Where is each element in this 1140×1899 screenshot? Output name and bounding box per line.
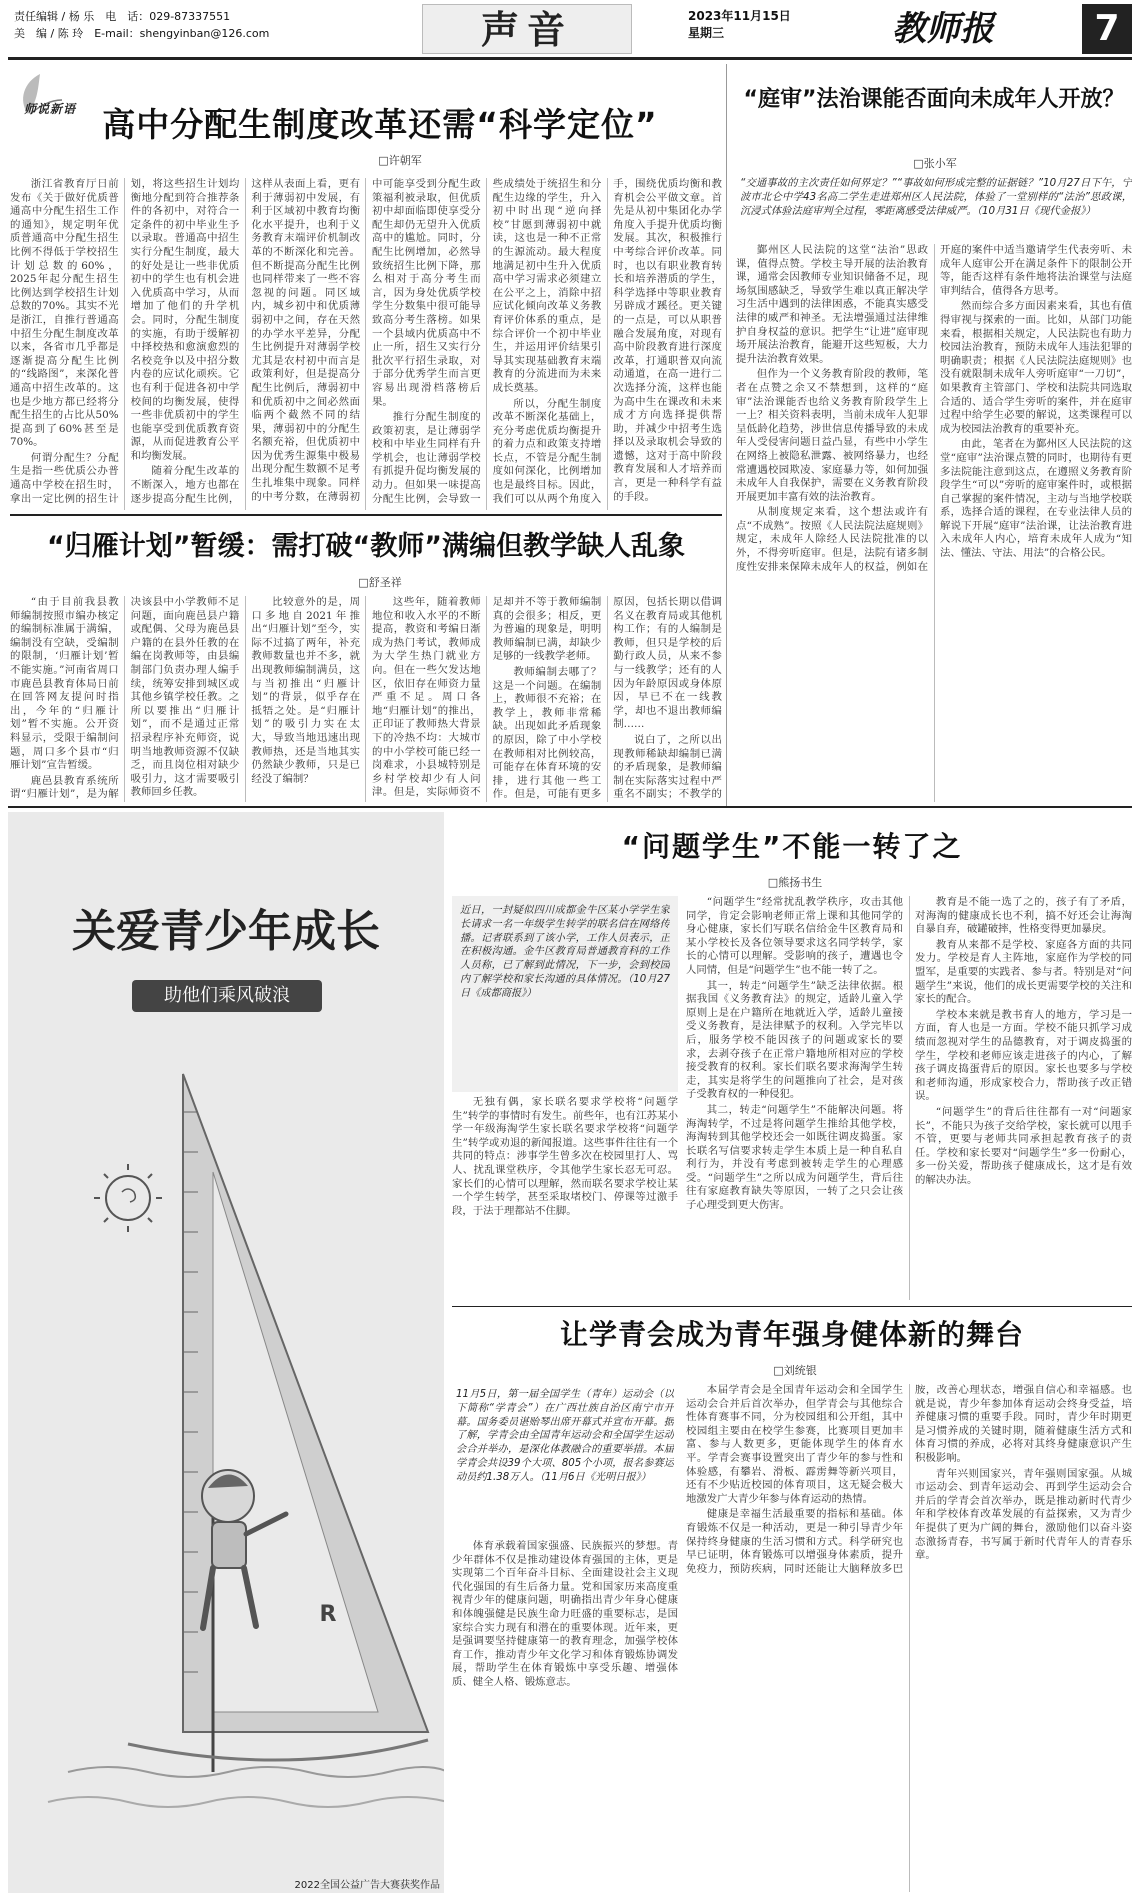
sailboard-illustration-icon	[8, 812, 444, 1893]
article3-title: “庭审”法治课能否面向未成年人开放？	[743, 87, 1125, 112]
article3-body	[736, 244, 1132, 802]
article5-body-left	[452, 1540, 678, 1892]
poster-title: 关爱青少年成长	[72, 906, 380, 957]
article5-byline: □刘统银	[773, 1364, 817, 1377]
article1-paragraph: 推行分配生制度的政策初衷，是让薄弱学校和中毕业生同样有升学机会，也让薄弱学校有抓提升促均衡发展的动力。但如果一味提高分配生比例，会导致一些成绩处于统招生和分配生边缘的学生，升入初中时出现“逆向择校”甘愿到薄弱初中就读，这也是一种不正常的生源流动。最大程度地满足初中生升入优质高中学习需求必须建立在公平之上，消除中招应试化倾向改革义务教育评价体系的重点，是综合评价一个初中毕业生，并运用评价结果引导其实现基础教育末端教育的分流进而为未来成长奠基。	[371, 178, 602, 505]
article5-paragraph: 体育承载着国家强盛、民族振兴的梦想。青少年群体不仅是推动建设体育强国的主体，更是实现第二个百年奋斗目标、全面建设社会主义现代化强国的有生后备力量。党和国家历来高度重视青少年的健康问题，明确指出青少年身心健康和体魄强健是民族生命力旺盛的重要标志，是国家综合实力现有和潜在的重要体现。近年来，更是强调要坚持健康第一的教育理念，加强学校体育工作，推动青少年文化学习和体育锻炼协调发展，帮助学生在体育锻炼中享受乐趣、增强体质、健全人格、锻炼意志。	[452, 1540, 678, 1688]
article2-body	[10, 596, 722, 802]
article4-intro-box	[452, 896, 678, 1092]
article5-body-right	[686, 1384, 1132, 1892]
article2-title: “归雁计划”暂缓：需打破“教师”满编但教学缺人乱象	[47, 531, 685, 562]
designer-line: 美 编 / 陈 玲 E-mail：shengyinban@126.com	[14, 27, 270, 40]
poster-credit: 2022全国公益广告大赛获奖作品	[294, 1880, 440, 1891]
article2-top-rule	[10, 514, 722, 516]
article5-intro-box	[452, 1384, 678, 1530]
article5-title: 让学青会成为青年强身健体新的舞台	[559, 1318, 1024, 1351]
article4-paragraph: “问题学生”经常扰乱教学秩序，攻击其他同学，肯定会影响老师正常上课和其他同学的身心健康，家长们写联名信给金牛区教育局和某小学校长及各位领导要求这名同学转学，家长的心情可以理解。受影响的孩子，遭遇也令人同情，但是“问题学生”也不能一转了之。	[686, 896, 903, 976]
article1-body	[10, 178, 722, 510]
article2-paragraph: 教师编制去哪了？这是一个问题。在编制上，教师很不充裕；在教学上，教师非常稀缺。出现如此矛盾现象的原因，除了中小学校在教师相对比例较高，可能存在体育环境的安排，进行其他一些工作。但是，可能有更多原因，包括长期以借调名义在教育局或其他机构工作；有的人编制是教师，但只是学校的后勤行政人员，从来不参与一线教学；还有的人因为年龄原因或身体原因，早已不在一线教学，却也不退出教师编制……	[492, 596, 722, 801]
article4-paragraph: 学校本来就是教书育人的地方，学习是一方面，育人也是一方面。学校不能只抓学习成绩而忽视对学生的品德教育，对于调皮捣蛋的学生，学校和老师应该走进孩子的内心，了解孩子调皮捣蛋背后的原因。家长也要多与学校和老师沟通，形成家校合力，帮助孩子改正错误。	[915, 1008, 1132, 1103]
article1-paragraph: 所以，分配生制度改革不断深化基础上，充分考虑优质均衡提升的着力点和政策支持增长点，不管是分配生制度如何深化，比例增加也是最终目标。因此，我们可以从两个角度入手，围绕优质均衡和教育机会公平做文章。首先是从初中集团化办学角度入手提升优质均衡发展。其次，积极推行中考综合评价改革。同时，也以有职业教育转长和培养潜质的学生，科学选择中等职业教育另辟成才蹊径。更关键的一点是，可以从职普融合发展角度，对现有高中阶段教育进行深度改革，打通职普双向流动通道，在高一进行二次选择分流，这样也能为高中生在课改和未来成才方向选择提供帮助，并减少中招考生选择以及录取机会导致的遗憾，这对于高中阶段教育发展和人才培养而言，更是一种科学有益的手段。	[492, 178, 722, 505]
article5-top-rule	[452, 1306, 1132, 1307]
article1-paragraph: 浙江省教育厅日前发布《关于做好优质普通高中分配生招生工作的通知》，规定明年优质普通高中分配生招生比例不得低于学校招生计划总数的60%，2025年起分配生招生比例达到学校招生计划总数的70%。其实不光是浙江，自推行普通高中招生分配生制度改革以来，各省市几乎都是逐渐提高分配生比例的“线路图”，来深化普通高中招生改革的。这也是少地方都已经将分配生招生的占比从50%提高到了60%甚至是70%。	[10, 178, 119, 449]
article1-byline: □许朝军	[378, 154, 422, 167]
article3-byline: □张小军	[913, 157, 957, 170]
article4-paragraph: 教育是不能一选了之的，孩子有了矛盾，对海淘的健康成长也不利，搞不好还会让海淘自暴自弃，破罐破摔，性格变得更加暴戾。	[915, 896, 1132, 936]
section-name: 声音	[422, 4, 632, 54]
issue-date-block	[688, 8, 808, 42]
article1-paragraph: 随着分配生改革的不断深入，地方也都在逐步提高分配生比例，这样从表面上看，更有利于薄弱初中发展，有利于区域初中教育均衡化水平提升，也利于义务教育末端评价机制改革的不断深化和完善。但不断提高分配生比例也同样带来了一些不容忽视的问题。同区域内，城乡初中和优质薄弱初中之间，存在天然的办学水平差异，分配生比例提升对薄弱学校尤其是农村初中而言是政策利好，但是提高分配生比例后，薄弱初中和优质初中之间必然面临两个截然不同的结果，薄弱初中的分配生名额充裕，但优质初中因为优秀生源集中极易出现分配生数额不足考生扎堆集中现象。同样的中考分数，在薄弱初中可能享受到分配生政策福利被录取，但优质初中却面临即使享受分配生却仍无望升入优质高中的尴尬。同时，分配生比例增加，必然导致统招生比例下降，那么相对于高分考生而言，因为身处优质学校学生分数集中很可能导致高分考生落榜。如果一个县域内优质高中不止一所，招生又实行分批次平行招生录取，对于部分优秀学生而言更容易出现滑档落榜后果。	[130, 178, 481, 505]
issue-date: 2023年11月15日	[688, 9, 791, 23]
article2-byline: □舒圣祥	[358, 576, 402, 589]
article5-intro: 11月5日，第一届全国学生（青年）运动会（以下简称“学青会”）在广西壮族自治区南宁市开幕。国务委员谌贻琴出席开幕式并宣布开幕。据了解，学青会由全国青年运动会和全国学生运动会合并举办，是深化体教融合的重要举措。本届学青会共设39个大项、805个小项，报名参赛运动员约1.38万人。（11月6日《光明日报》）	[456, 1389, 674, 1483]
mid-rule	[8, 806, 1132, 808]
header-rule	[8, 57, 1132, 60]
article4-body-right	[686, 896, 1132, 1300]
article4-paragraph: 其二，转走“问题学生”不能解决问题。将海淘转学，不过是将问题学生推给其他学校，海淘转到其他学校还会一如既往调皮捣蛋。家长联名写信要求转走学生本质上是一种自私自利行为，并没有考虑到被转走学生的心理感受。“问题学生”之所以成为问题学生，背后往往有家庭教育缺失等原因，一转了之只会让孩子心理受到更大伤害。	[686, 1103, 903, 1212]
article2-paragraph: 这些年，随着教师地位和收入水平的不断提高，教资和考编日渐成为热门考试，教师成为大学生热门就业方向。但在一些欠发达地区，依旧存在师资力量严重不足。周口各地“归雁计划”的推出，正印证了教师热大背景下的冷热不均：大城市的中小学校可能已经一岗难求，小县城特别是乡村学校却少有人问津。但是，实际师资不足却并不等于教师编制真的会很多；相反，更为普遍的现象是，明明教师编制已满，却缺少足够的一线教学老师。	[371, 596, 602, 799]
article2-paragraph: “由于目前我县教师编制按照市编办核定的编制标准属于满编，编制没有空缺，受编制的限制，‘归雁计划’暂不能实施。”河南省周口市鹿邑县教育体局日前在回答网友提问时指出，今年的“归雁计划”暂不实施。公开资料显示，受限于编制问题，周口多个县市“归雁计划”宣告暂缓。	[10, 596, 119, 772]
column-divider	[726, 64, 727, 806]
article3-paragraph: 但作为一个义务教育阶段的教师，笔者在点赞之余又不禁想到，这样的“庭审”法治课能否也给义务教育阶段学生上一上？相关资料表明，当前未成年人犯罪呈低龄化趋势，涉世信息传播导致的未成年人受侵害问题日益凸显，有些中小学生在网络上被隐私泄露、被网络暴力，也经常遭遇校园欺凌、家庭暴力等，如何加强未成年人自我保护，需要在义务教育阶段开展更加丰富有效的法治教育。	[736, 368, 928, 503]
article4-paragraph: 教育从来都不是学校、家庭各方面的共同发力。学校是育人主阵地，家庭作为学校的同盟军，是重要的实践者、参与者。特别是对“问题学生”来说，他们的成长更需要学校的关注和家长的配合。	[915, 938, 1132, 1006]
page-number: 7	[1082, 4, 1132, 54]
article2-paragraph: 说白了，之所以出现教师稀缺却编制已满的矛盾现象，是教师编制在实际落实过程中严重名不副实；不教学的	[613, 733, 722, 801]
poster	[8, 812, 444, 1893]
issue-weekday: 星期三	[688, 26, 725, 40]
newspaper-brand: 教师报	[892, 9, 994, 49]
article3-paragraph: 鄞州区人民法院的这堂“法治”思政课，值得点赞。学校主导开展的法治教育课，通常会因教师专业知识储备不足，现场氛围感缺乏，导致学生难以真正解决学习生活中遇到的法律困惑，不能真实感受法律的威严和神圣。无法增强通过法律维护自身权益的意识。把学生“让进”庭审现场开展法治教育，能避开这些短板，大力提升法治教育效果。	[736, 244, 928, 365]
article4-paragraph: “问题学生”的背后往往都有一对“问题家长”，不能只为孩子交给学校，家长就可以甩手不管，更要与老师共同承担起教育孩子的责任。学校和家长要对“问题学生”多一份耐心，多一份关爱，帮助孩子健康成长，这才是有效的解决办法。	[915, 1105, 1132, 1186]
article5-paragraph: 健康是幸福生活最重要的指标和基础。体育锻炼不仅是一种活动，更是一种引导青少年保持终身健康的生活习惯和方式。科学研究也早已证明，体育锻炼可以增强身体素质，提升免疫力，预防疾病，同时还能让大脑释放多巴胺，改善心理状态，增强自信心和幸福感。也就是说，青少年参加体育运动会终身受益，培养健康习惯的重要手段。同时，青少年时期更是习惯养成的关键时期，随着健康生活方式和体育习惯的养成，必将对其终身健康意识产生积极影响。	[686, 1384, 1132, 1575]
article1-paragraph: 何谓分配生？分配生是指一些优质公办普通高中学校在招生时，拿出一定比例的招生计划，将这些招生计划均衡地分配到符合推荐条件的各初中，对符合一定条件的初中毕业生予以录取。普通高中招生实行分配生制度，最大的好处是让一些非优质初中的学生也有机会进入优质高中学习，从而增加了他们的升学机会。同时，分配生制度的实施，有助于缓解初中择校热和愈演愈烈的名校竞争以及中招分数内卷的应试化顽疾。它也有利于促进各初中学校间的均衡发展，使得一些非优质初中的学生也能享受到优质教育资源，从而促进教育公平和均衡发展。	[10, 178, 240, 505]
article3-lead: “交通事故的主次责任如何界定？”“事故如何形成完整的证据链？”10月27日下午，宁波市北仑中学43名高二学生走进郑州区人民法院，体验了一堂别样的“法治”思政课，沉浸式体验法庭审判全过程，零距离感受法律威严。（10月31日《现代金报》）	[740, 177, 1132, 217]
article5-paragraph: 本届学青会是全国青年运动会和全国学生运动会合并后首次举办，但学青会与其他综合性体育赛事不同，分为校园组和公开组，其中校园组主要由在校学生参赛，比赛项目更加丰富、参与人数更多，更能体现学生的体育水平。学青会赛事设置突出了青少年的参与性和体验感，有攀岩、滑板、霹雳舞等新兴项目，还有不少贴近校园的体育项目，这无疑会极大地激发广大青少年参与体育运动的热情。	[686, 1384, 903, 1505]
article5-paragraph: 青年兴则国家兴，青年强则国家强。从城市运动会、到青年运动会、再到学生运动会合并后的学青会首次举办，既是推动新时代青少年和学校体育改革发展的有益探索，又为青少年提供了更为广阔的舞台，激励他们以奋斗姿态激扬青春，书写属于新时代青年人的青春乐章。	[915, 1467, 1132, 1562]
article4-paragraph: 其一，转走“问题学生”缺乏法律依据。根据我国《义务教育法》的规定，适龄儿童入学原则上是在户籍所在地就近入学，适龄儿童接受义务教育，是法律赋予的权利。入学完毕以后，服务学校不能因孩子的问题或家长的要求，去剥夺孩子在正常户籍地所相对应的学校接受教育的权利。家长们联名要求海淘学生转走，其实是将学生的问题推向了社会，是对孩子受教育权的一种侵犯。	[686, 979, 903, 1101]
poster-subtitle: 助他们乘风破浪	[132, 980, 322, 1012]
poster-glyph: R	[319, 1602, 337, 1627]
article2-paragraph: 鹿邑县教育系统所谓“归雁计划”，是为解决该县中小学教师不足问题，面向鹿邑县户籍或配偶、父母为鹿邑县户籍的在县外任教的在编在岗教师等，由县编制部门负责办理人编手续，统筹安排到城区或其他乡镇学校任教。之所以要推出“归雁计划”，而不是通过正常招录程序补充师资，说明当地教师资源不仅缺乏，而且岗位相对缺少吸引力，这才需要吸引教师回乡任教。	[10, 596, 240, 801]
article3-paragraph: 从制度规定来看，这个想法或许有点“不成熟”。按照《人民法院法庭规则》规定，未成年人除经人民法院批准的以外，不得旁听庭审。但是，法院有诸多制度性安排来保障未成年人的权益，例如在开庭的案件中适当邀请学生代表旁听、未成年人庭审公开在满足条件下的限制公开等，能否这样有条件地将法治课堂与法庭审判结合，值得各方思考。	[736, 244, 1132, 573]
editor-line: 责任编辑 / 杨 乐 电 话：029-87337551	[14, 10, 231, 23]
article4-intro: 近日，一封疑似四川成都金牛区某小学学生家长请求一名一年级学生转学的联名信在网络传播。记者联系到了该小学，工作人员表示，正在积极沟通。金牛区教育局普通教育科的工作人员称，已了解到此情况，下一步，会到校园内了解学校和家长沟通的具体情况。（10月27日《成都商报》）	[460, 905, 670, 999]
editor-info	[14, 8, 314, 42]
article4-paragraph: 无独有偶，家长联名要求学校将“问题学生”转学的事情时有发生。前些年，也有江苏某小学一年级海淘学生家长联名要求学校将“问题学生”转学或劝退的新闻报道。这些事件往往有一个共同的特点：涉事学生曾多次在校园里打人、骂人、扰乱课堂秩序，令其他学生家长忍无可忍。家长们的心情可以理解，然而联名要求学校让某一个学生转学，甚至采取堵校门、停课等过激手段，于法于理都站不住脚。	[452, 1096, 678, 1217]
article3-paragraph: 然而综合多方面因素来看，其也有值得审视与探索的一面。比如，从部门功能来看，根据相关规定，人民法院也有助力校园法治教育，预防未成年人违法犯罪的明确职责；根据《人民法院法庭规则》也没有就限制未成年人旁听庭审“一刀切”，如果教育主管部门、学校和法院共同选取合适的、适合学生旁听的案件，并在庭审过程中给学生必要的解说，这类课程可以成为校园法治教育的重要补充。	[940, 300, 1132, 435]
article4-byline: □熊扬书生	[767, 876, 823, 889]
article1-title: 高中分配生制度改革还需“科学定位”	[102, 105, 658, 144]
column-logo-text: 师说新语	[24, 102, 77, 116]
article4-title: “问题学生”不能一转了之	[621, 830, 963, 863]
article3-paragraph: 由此，笔者在为鄞州区人民法院的这堂“庭审”法治课点赞的同时，也期待有更多法院能注意到这点，在遵照义务教育阶段学生“可以”旁听的庭审案件时，或根据自己掌握的案件情况，主动与当地学校联系，选择合适的课程，在专业法律人员的解说下开展“庭审”法治课，让法治教育进入未成年人内心，培育未成年人成为“知法、懂法、守法、用法”的合格公民。	[940, 438, 1132, 560]
article2-paragraph: 比较意外的是，周口多地自2021年推出“归雁计划”至今，实际不过搞了两年，补充教师数量也并不多，就出现教师编制满员，这与当初推出“归雁计划”的背景，似乎存在抵牾之处。是“归雁计划”的吸引力实在太大，导致当地迅速出现教师热，还是当地其实仍然缺少教师，只是已经没了编制？	[251, 596, 360, 785]
article4-body-left	[452, 1096, 678, 1302]
